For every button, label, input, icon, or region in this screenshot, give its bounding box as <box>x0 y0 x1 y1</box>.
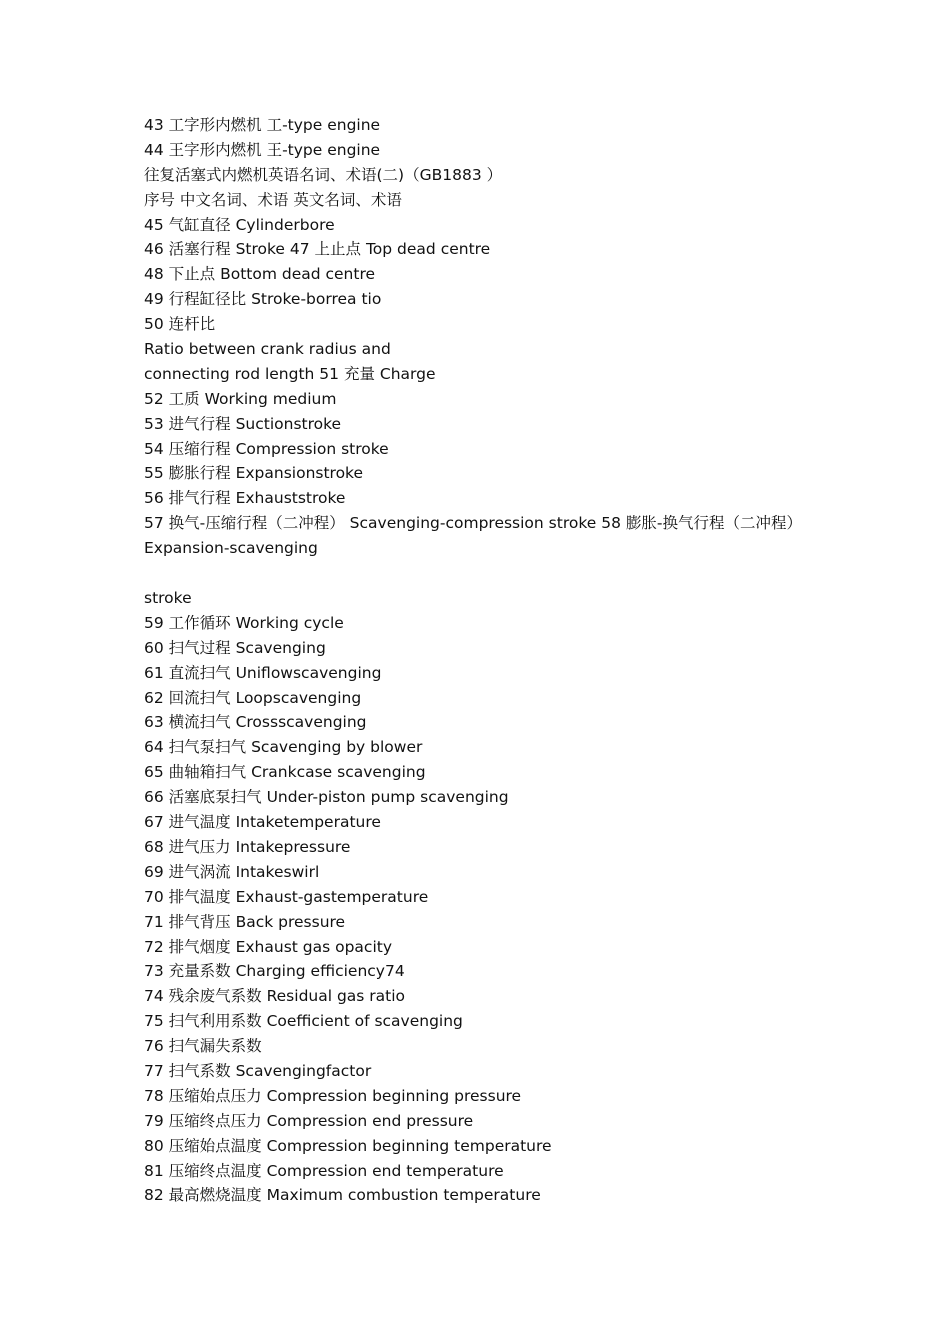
text-line: 62 回流扫气 Loopscavenging <box>144 688 362 707</box>
text-line: 82 最高燃烧温度 Maximum combustion temperature <box>144 1186 541 1205</box>
text-line: 序号 中文名词、术语 英文名词、术语 <box>144 190 402 209</box>
text-line: 75 扫气利用系数 Coefficient of scavenging <box>144 1012 463 1031</box>
text-line: 49 行程缸径比 Stroke-borrea tio <box>144 290 382 309</box>
text-line: 46 活塞行程 Stroke 47 上止点 Top dead centre <box>144 240 491 259</box>
text-line: 44 王字形内燃机 王-type engine <box>144 140 381 159</box>
text-line: 81 压缩终点温度 Compression end temperature <box>144 1161 504 1180</box>
text-line: 74 残余废气系数 Residual gas ratio <box>144 987 406 1006</box>
text-line: 80 压缩始点温度 Compression beginning temperature <box>144 1136 552 1155</box>
text-line: 43 工字形内燃机 工-type engine <box>144 116 381 134</box>
text-line: 56 排气行程 Exhauststroke <box>144 489 346 508</box>
text-line: 78 压缩始点压力 Compression beginning pressure <box>144 1086 522 1105</box>
text-line: 64 扫气泵扫气 Scavenging by blower <box>144 738 423 757</box>
text-line: Ratio between crank radius and <box>144 340 391 359</box>
text-line: 66 活塞底泵扫气 Under-piston pump scavenging <box>144 788 509 807</box>
text-line: 73 充量系数 Charging efficiency74 <box>144 962 405 981</box>
text-line: 76 扫气漏失系数 <box>144 1037 262 1056</box>
text-line: 72 排气烟度 Exhaust gas opacity <box>144 937 393 956</box>
text-line <box>144 561 834 586</box>
text-line: 55 膨胀行程 Expansionstroke <box>144 464 364 483</box>
text-line: 53 进气行程 Suctionstroke <box>144 414 342 433</box>
text-line: 63 横流扫气 Crossscavenging <box>144 713 367 732</box>
text-line: 65 曲轴箱扫气 Crankcase scavenging <box>144 763 426 782</box>
text-line: 69 进气涡流 Intakeswirl <box>144 862 320 881</box>
text-line: 60 扫气过程 Scavenging <box>144 638 326 657</box>
text-line: stroke <box>144 589 192 608</box>
text-line: 61 直流扫气 Uniflowscavenging <box>144 663 382 682</box>
text-line: 57 换气-压缩行程（二冲程） Scavenging-compression stroke 58 膨胀-换气行程（二冲程） <box>144 514 802 533</box>
text-line: 48 下止点 Bottom dead centre <box>144 265 376 284</box>
text-line: 54 压缩行程 Compression stroke <box>144 439 389 458</box>
text-line: 79 压缩终点压力 Compression end pressure <box>144 1111 474 1130</box>
text-line: 往复活塞式内燃机英语名词、术语(二)（GB1883 ） <box>144 165 503 184</box>
text-line: 67 进气温度 Intaketemperature <box>144 813 381 832</box>
text-line: 45 气缸直径 Cylinderbore <box>144 215 335 234</box>
text-line: 52 工质 Working medium <box>144 389 337 408</box>
text-line: 70 排气温度 Exhaust-gastemperature <box>144 887 429 906</box>
document-body <box>144 113 834 1208</box>
text-line: 50 连杆比 <box>144 315 216 334</box>
text-line: 68 进气压力 Intakepressure <box>144 837 351 856</box>
text-line: Expansion-scavenging <box>144 539 318 558</box>
text-line: 71 排气背压 Back pressure <box>144 912 346 931</box>
text-line: connecting rod length 51 充量 Charge <box>144 364 436 383</box>
text-line: 59 工作循环 Working cycle <box>144 613 344 632</box>
text-line: 77 扫气系数 Scavengingfactor <box>144 1061 372 1080</box>
